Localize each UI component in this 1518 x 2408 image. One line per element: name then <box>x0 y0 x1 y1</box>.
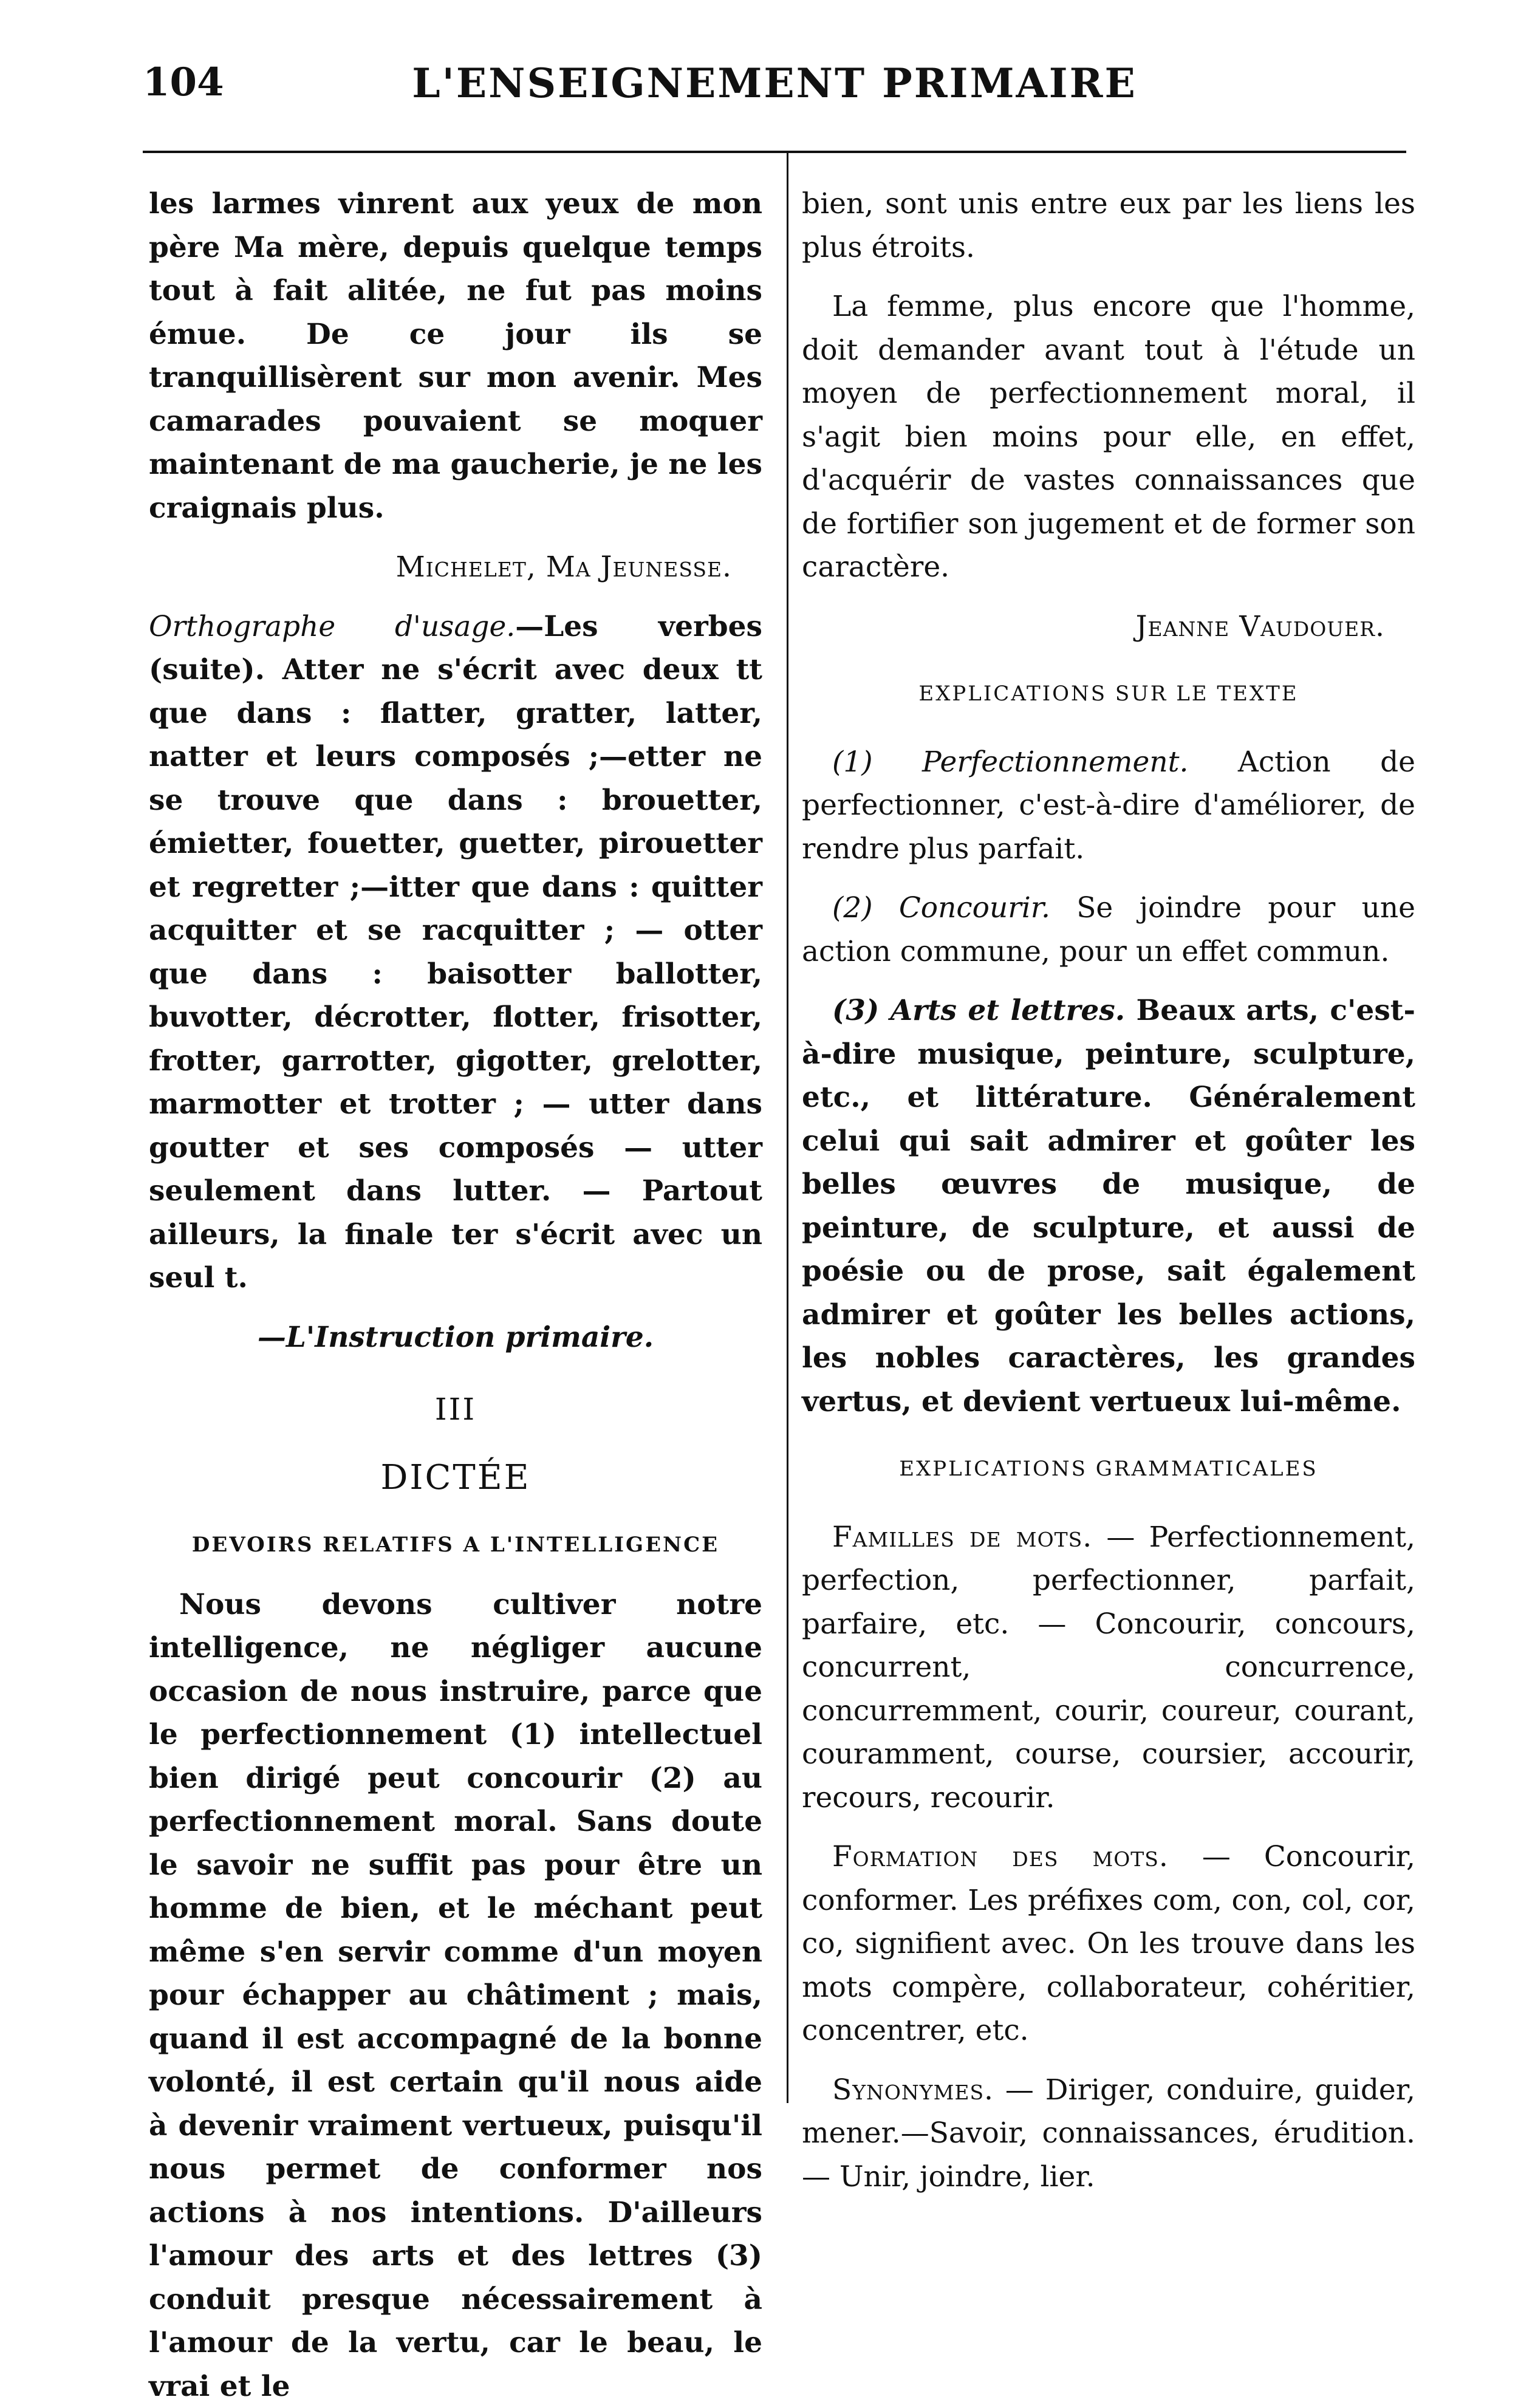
right-paragraph-2: La femme, plus encore que l'homme, doit demander avant tout à l'étude un moyen de perfectionnement moral, il s'agit bien moins pour elle, en effet, d'acquérir de vastes connaissances que de fortifier son jugement et de former son caractère. <box>802 285 1415 589</box>
explication-3 <box>802 989 1415 1423</box>
signature-michelet <box>149 546 762 589</box>
explication-3-text: Beaux arts, c'est-à-dire musique, peinture, sculpture, etc., et littérature. Généralement celui qui sait admirer et goûter les belles œuvres de musique, de peinture, de sculpture, et aussi de poésie ou de prose, sait également admirer et goûter les belles actions, les nobles caractères, les grandes vertus, et devient vertueux lui-même. <box>802 994 1415 1418</box>
signature-instruction: —L'Instruction primaire. <box>149 1316 762 1360</box>
orthographe-paragraph <box>149 605 762 1300</box>
signature-vaudouer <box>802 605 1415 649</box>
explication-2 <box>802 886 1415 973</box>
dictee-subtitle: DEVOIRS RELATIFS A L'INTELLIGENCE <box>149 1524 762 1567</box>
dictee-text: Nous devons cultiver notre intelligence, ne négliger aucune occasion de nous instruire, parce que le perfectionnement (1) intellectuel bien dirigé peut concourir (2) au perfectionnement moral. Sans doute le savoir ne suffit pas pour être un homme de bien, et le méchant peut même s'en servir comme d'un moyen pour échapper au châtiment ; mais, quand il est accompagné de la bonne volonté, il est certain qu'il nous aide à devenir vraiment vertueux, puisqu'il nous permet de conformer nos actions à nos intentions. D'ailleurs l'amour des arts et des lettres (3) conduit presque nécessairement à l'amour de la vertu, car le beau, le vrai et le <box>149 1583 762 2408</box>
synonymes-label: Synonymes. <box>832 2073 994 2107</box>
page-header <box>143 60 1406 120</box>
left-paragraph-1: les larmes vinrent aux yeux de mon père Ma mère, depuis quelque temps tout à fait alitée, ne fut pas moins émue. De ce jour ils se tranquillisèrent sur mon avenir. Mes camarades pouvaient se moquer maintenant de ma gaucherie, je ne les craignais plus. <box>149 182 762 530</box>
signature-vaudouer-text: Jeanne Vaudouer. <box>1136 610 1385 643</box>
explications-texte-heading: EXPLICATIONS SUR LE TEXTE <box>802 672 1415 716</box>
familles-label: Familles de mots. <box>832 1520 1092 1554</box>
explication-1 <box>802 741 1415 871</box>
left-column <box>149 182 762 2408</box>
right-column <box>802 182 1415 2198</box>
orthographe-text: —Les verbes (suite). Atter ne s'écrit avec deux tt que dans : flatter, gratter, latter, natter et leurs composés ;—etter ne se trouve que dans : brouetter, émietter, fouetter, guetter, pirouetter et regretter ;—itter que dans : quitter acquitter et se racquitter ; — otter que dans : baisotter ballotter, buvotter, décrotter, flotter, frisotter, frotter, garrotter, gigotter, grelotter, marmotter et trotter ; — utter dans goutter et ses composés — utter seulement dans lutter. — Partout ailleurs, la finale ter s'écrit avec un seul t. <box>149 610 762 1295</box>
explication-1-term: (1) Perfectionnement. <box>832 745 1188 779</box>
column-divider <box>787 153 788 2103</box>
signature-michelet-text: Michelet, Ma Jeunesse. <box>396 550 732 584</box>
header-rule <box>143 151 1406 153</box>
running-title: L'ENSEIGNEMENT PRIMAIRE <box>143 60 1406 107</box>
orthographe-label: Orthographe d'usage. <box>149 610 515 643</box>
right-paragraph-1: bien, sont unis entre eux par les liens les plus étroits. <box>802 182 1415 269</box>
explication-2-term: (2) Concourir. <box>832 891 1050 925</box>
synonymes <box>802 2068 1415 2199</box>
page-number: 104 <box>143 60 224 105</box>
formation-text: — Concourir, conformer. Les préfixes com, con, col, cor, co, signifient avec. On les trouve dans les mots compère, collaborateur, cohéritier, concentrer, etc. <box>802 1840 1415 2047</box>
synonymes-text: — Diriger, conduire, guider, mener.—Savoir, connaissances, érudition.— Unir, joindre, lier. <box>802 2073 1415 2194</box>
familles-text: — Perfectionnement, perfection, perfectionner, parfait, parfaire, etc. — Concourir, concours, concurrent, concurrence, concurremment, courir, coureur, courant, couramment, course, coursier, accourir, recours, recourir. <box>802 1520 1415 1815</box>
section-number: III <box>149 1388 762 1432</box>
explications-grammaticales-heading: EXPLICATIONS GRAMMATICALES <box>802 1448 1415 1491</box>
explication-1-text: Action de perfectionner, c'est-à-dire d'améliorer, de rendre plus parfait. <box>802 745 1415 866</box>
dictee-title: DICTÉE <box>149 1456 762 1500</box>
explication-2-text: Se joindre pour une action commune, pour un effet commun. <box>802 891 1415 968</box>
formation-des-mots <box>802 1835 1415 2053</box>
familles-de-mots <box>802 1516 1415 1820</box>
explication-3-term: (3) Arts et lettres. <box>832 994 1125 1027</box>
formation-label: Formation des mots. <box>832 1840 1169 1873</box>
